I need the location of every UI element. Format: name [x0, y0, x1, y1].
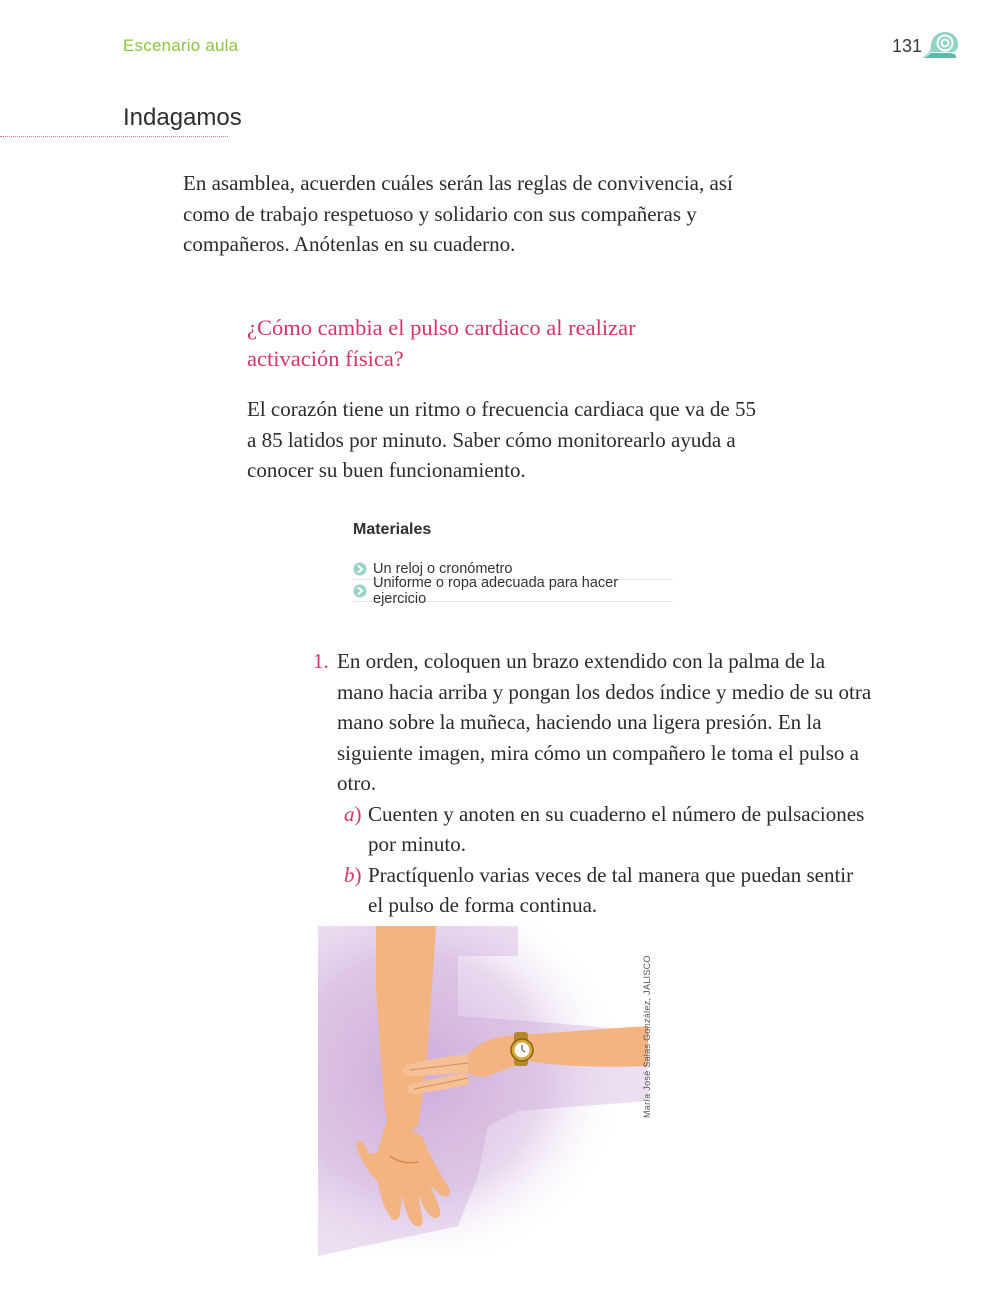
materials-item-label: Uniforme o ropa adecuada para hacer ejercicio [373, 574, 619, 607]
list-item [353, 574, 673, 607]
snail-logo-icon [921, 30, 959, 62]
substep-text: Practíquenlo varias veces de tal manera que puedan sentir el pulso de forma continua. [368, 862, 854, 917]
activity-question: ¿Cómo cambia el pulso cardiaco al realizar activación física? [247, 315, 636, 371]
materials-bullet-icon [353, 584, 367, 598]
step-1 [313, 646, 873, 921]
pulse-illustration [318, 926, 670, 1256]
substep-b [344, 860, 873, 921]
activity-body: El corazón tiene un ritmo o frecuencia cardiaca que va de 55 a 85 latidos por minuto. Saber cómo monitorearlo ayuda a conocer su buen funcionamiento. [247, 397, 756, 482]
materials-list [353, 558, 673, 607]
section-title: Indagamos [123, 104, 242, 131]
materials-title: Materiales [353, 521, 432, 538]
page-number: 131 [892, 36, 923, 56]
step-number: 1. [313, 649, 329, 673]
substep-a [344, 799, 873, 860]
scenario-label: Escenario aula [123, 36, 239, 55]
intro-paragraph: En asamblea, acuerden cuáles serán las reglas de convivencia, así como de trabajo respetuoso y solidario con sus compañeras y compañeros. Anótenlas en su cuaderno. [183, 171, 733, 256]
step-text: En orden, coloquen un brazo extendido con la palma de la mano hacia arriba y pongan los dedos índice y medio de su otra mano sobre la muñeca, haciendo una ligera presión. En la siguiente imagen, mira cómo un compañero le toma el pulso a otro. [337, 649, 872, 795]
section-divider [0, 136, 228, 137]
substep-letter: b) [344, 862, 362, 887]
substep-text: Cuenten y anoten en su cuaderno el número de pulsaciones por minuto. [368, 801, 865, 856]
materials-bullet-icon [353, 562, 367, 576]
substep-letter: a) [344, 801, 362, 826]
illustration-credit: María José Salas González, JALISCO [642, 955, 652, 1118]
materials-item-label: Un reloj o cronómetro [373, 560, 513, 577]
